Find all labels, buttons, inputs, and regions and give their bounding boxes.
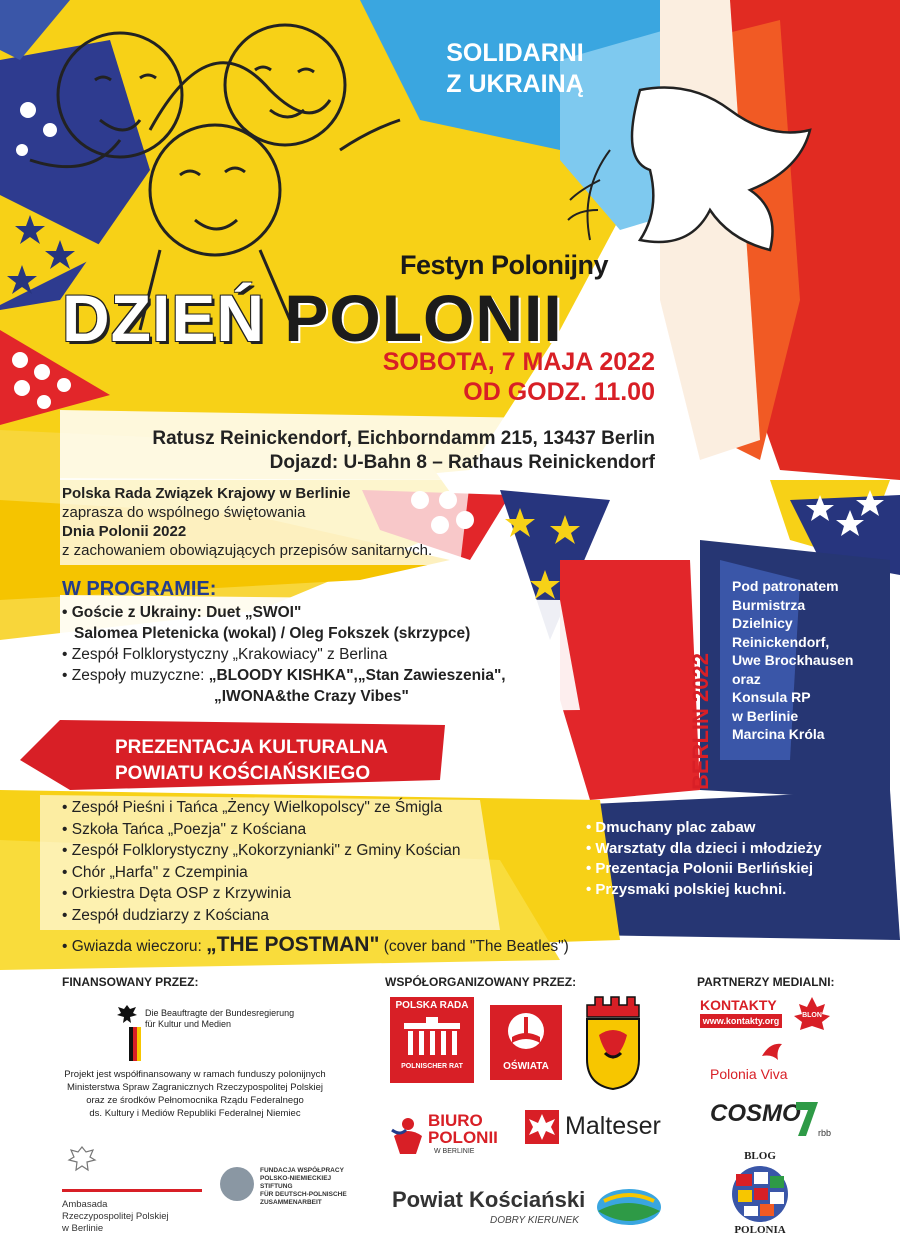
maple-leaf-icon [790, 995, 834, 1033]
list-item: • Orkiestra Dęta OSP z Krzywinia [62, 885, 292, 902]
cosmo-logo [710, 1100, 850, 1144]
biuro-line2: POLONII [428, 1128, 498, 1147]
patronage-line: Burmistrza [732, 596, 806, 613]
sanitary-line: z zachowaniem obowiązujących przepisów sanitarnych. [62, 542, 433, 559]
patronage-text [732, 577, 892, 744]
patronage-line: Konsula RP [732, 689, 811, 705]
rbb-label: rbb [818, 1128, 832, 1138]
polska-rada-sub: POLNISCHER RAT [401, 1063, 463, 1070]
biuro-line1: BIURO [428, 1111, 483, 1130]
embassy-divider [62, 1189, 202, 1192]
blog-polonia-label: POLONIA [734, 1224, 786, 1236]
financed-heading: FINANSOWANY PRZEZ: [62, 975, 199, 989]
biuro-polonii-logo [390, 1112, 510, 1162]
blon-label: BLON [802, 1012, 822, 1019]
bkm-line: Die Beauftragte der Bundesregierung [145, 1008, 295, 1018]
eagle-icon [115, 1003, 139, 1025]
fwpn-circle-icon [220, 1167, 254, 1201]
festyn-subtitle: Festyn Polonijny [400, 250, 609, 280]
kontakty-label: KONTAKTY [700, 997, 777, 1013]
berlin-2022-text: BERLIN 2022 [688, 653, 713, 790]
project-note [40, 1068, 350, 1120]
bkm-line: für Kultur und Medien [145, 1019, 232, 1029]
event-name: Dnia Polonii 2022 [62, 523, 187, 540]
embassy-line: Ambasada [62, 1199, 108, 1210]
polish-eagle-icon [67, 1145, 97, 1177]
patronage-line: Dzielnicy [732, 615, 793, 631]
org-name: Polska Rada Związek Krajowy w Berlinie [62, 485, 351, 502]
powiat-sub: DOBRY KIERUNEK [490, 1215, 579, 1226]
program-item-bands: „BLOODY KISHKA",„Stan Zawieszenia", [208, 667, 506, 684]
note-line: oraz ze środków Pełnomocnika Rządu Federalnego [86, 1095, 304, 1106]
list-item: • Zespół Folklorystyczny „Kokorzynianki" z Gminy Kościan [62, 842, 461, 859]
malteser-label: Malteser [565, 1112, 661, 1140]
headliner-prefix: • Gwiazda wieczoru: [62, 938, 207, 955]
list-item: • Warsztaty dla dzieci i młodzieży [586, 839, 822, 857]
malteser-badge [525, 1110, 559, 1144]
invitation-text [62, 484, 432, 560]
cosmo-label: COSMO [710, 1100, 801, 1127]
embassy-line: Rzeczypospolitej Polskiej [62, 1211, 169, 1222]
patronage-line: Reinickendorf, [732, 633, 830, 650]
powiat-label: Powiat Kościański [392, 1187, 586, 1212]
seven-icon [796, 1102, 818, 1136]
note-line: ds. Kultury i Mediów Republiki Federalnej Niemiec [89, 1108, 301, 1119]
event-date: SOBOTA, 7 MAJA 2022 [382, 348, 655, 376]
patronage-line: Marcina Króla [732, 726, 825, 742]
fwpn-line: ZUSAMMENARBEIT [260, 1199, 322, 1206]
event-transport: Dojazd: U-Bahn 8 – Rathaus Reinickendorf [269, 452, 655, 473]
polska-rada-logo [390, 997, 474, 1083]
event-address: Ratusz Reinickendorf, Eichborndamm 215, 13437 Berlin [152, 428, 655, 449]
fwpn-line: STIFTUNG [260, 1183, 293, 1190]
presentation-list [62, 797, 461, 926]
note-line: Projekt jest współfinansowany w ramach funduszy polonijnych [64, 1069, 326, 1080]
program-item-prefix: • Zespoły muzyczne: [62, 667, 209, 684]
oswiata-label: OŚWIATA [503, 1061, 549, 1072]
solidarity-slogan [405, 38, 625, 100]
embassy-line: w Berlinie [62, 1223, 104, 1234]
headliner [62, 933, 569, 957]
patronage-line: oraz [732, 670, 761, 687]
list-item: • Przysmaki polskiej kuchni. [586, 880, 787, 898]
powiat-logo [392, 1185, 692, 1235]
bkm-text [145, 1008, 294, 1030]
book-icon [502, 1011, 550, 1055]
kontakty-logo [700, 997, 850, 1037]
program-item: • Goście z Ukrainy: Duet „SWOI" [62, 604, 302, 621]
bkm-logo [115, 1003, 295, 1063]
dancer-icon [390, 1116, 426, 1156]
oswiata-logo [490, 1005, 562, 1080]
patronage-line: Uwe Brockhausen [732, 652, 854, 668]
fwpn-text [260, 1167, 347, 1207]
bird-icon [760, 1042, 784, 1062]
list-item: • Zespół Pieśni i Tańca „Żency Wielkopolscy" ze Śmigla [62, 799, 443, 816]
solidarity-line1: SOLIDARNI [446, 39, 584, 67]
embassy-text [62, 1199, 169, 1235]
event-time: OD GODZ. 11.00 [463, 378, 655, 406]
patronage-line: w Berlinie [732, 707, 799, 724]
powiat-emblem-icon [594, 1185, 664, 1229]
flags-globe-icon [730, 1164, 790, 1224]
presentation-line2: POWIATU KOŚCIAŃSKIEGO [115, 763, 371, 784]
blog-polonia-logo [725, 1150, 795, 1238]
kontakty-url: www.kontakty.org [700, 1014, 782, 1028]
list-item: • Szkoła Tańca „Poezja" z Kościana [62, 820, 307, 838]
reinickendorf-coat-of-arms-icon [585, 995, 641, 1091]
blog-label: BLOG [744, 1150, 776, 1162]
program-item-detail: „IWONA&the Crazy Vibes" [214, 688, 409, 705]
polska-rada-label: POLSKA RADA [395, 1000, 469, 1011]
presentation-line1: PREZENTACJA KULTURALNA [115, 737, 389, 758]
extras-list [586, 818, 822, 900]
headliner-note: (cover band "The Beatles") [379, 938, 569, 955]
fwpn-line: FUNDACJA WSPÓŁPRACY [260, 1167, 344, 1174]
presentation-heading [115, 735, 388, 787]
malteser-logo [525, 1110, 675, 1150]
fwpn-logo [220, 1165, 370, 1215]
coorg-heading: WSPÓŁORGANIZOWANY PRZEZ: [385, 975, 577, 989]
program-list [62, 602, 506, 707]
solidarity-line2: Z UKRAINĄ [446, 70, 584, 98]
list-item: • Prezentacja Polonii Berlińskiej [586, 860, 813, 877]
fwpn-line: FÜR DEUTSCH-POLNISCHE [260, 1191, 347, 1198]
patronage-line: Pod patronatem [732, 578, 839, 594]
list-item: • Chór „Harfa" z Czempinia [62, 863, 248, 881]
embassy-logo [62, 1145, 202, 1240]
page-title [62, 280, 563, 356]
title-part2: POLONII [284, 281, 563, 355]
program-item: • Zespół Folklorystyczny „Krakowiacy" z Berlina [62, 646, 388, 663]
headliner-name: „THE POSTMAN" [206, 933, 380, 956]
program-item [62, 665, 506, 686]
fwpn-line: POLSKO-NIEMIECKIEJ [260, 1175, 332, 1182]
maltese-cross-icon [525, 1110, 559, 1144]
invite-line: zaprasza do wspólnego świętowania [62, 504, 306, 521]
brandenburg-gate-icon [402, 1017, 462, 1057]
list-item: • Zespół dudziarzy z Kościana [62, 906, 270, 924]
list-item: • Dmuchany plac zabaw [586, 819, 756, 836]
polonia-viva-label: Polonia Viva [710, 1066, 788, 1082]
flag-stripe-gold [137, 1027, 141, 1061]
biuro-line3: W BERLINIE [434, 1148, 475, 1155]
program-heading: W PROGRAMIE: [62, 578, 217, 600]
program-item-detail: Salomea Pletenicka (wokal) / Oleg Fokszek (skrzypce) [74, 625, 471, 642]
polonia-viva-logo [710, 1042, 840, 1084]
note-line: Ministerstwa Spraw Zagranicznych Rzeczypospolitej Polskiej [66, 1082, 324, 1093]
media-heading: PARTNERZY MEDIALNI: [697, 975, 835, 989]
title-part1: DZIEŃ [62, 281, 265, 355]
berlin-2022-vertical [686, 610, 714, 790]
